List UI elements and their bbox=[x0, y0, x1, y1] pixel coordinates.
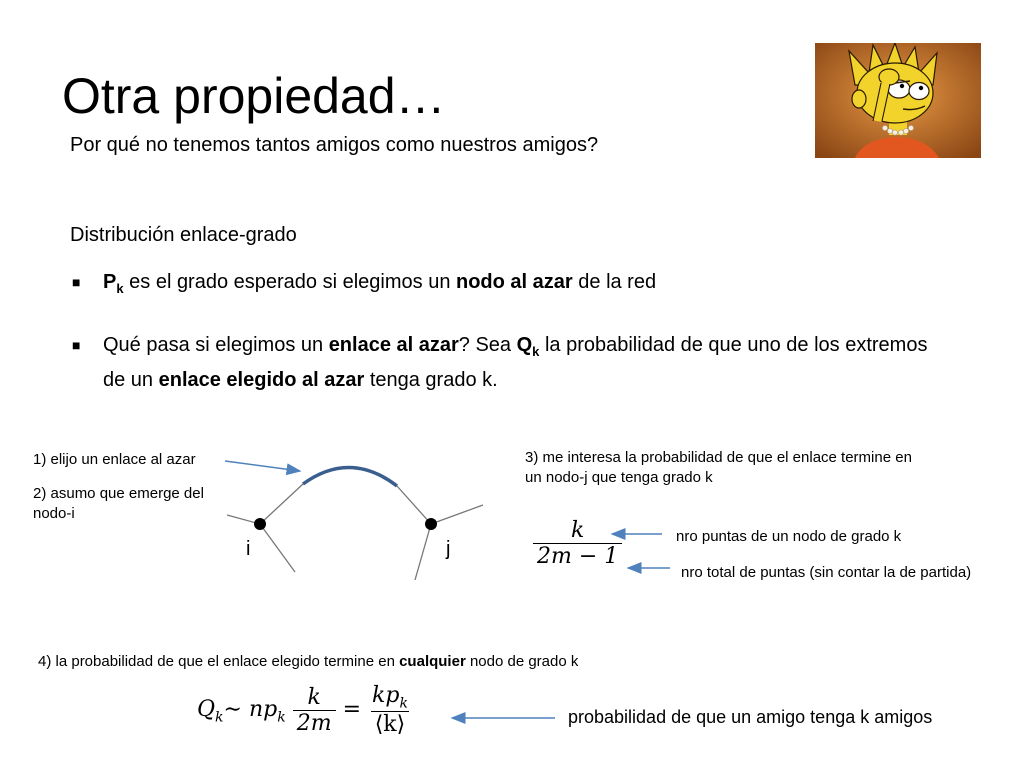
formula-np-sub: k bbox=[277, 709, 286, 726]
formula-fraction2-numerator: kp bbox=[372, 683, 400, 708]
bold-phrase: enlace al azar bbox=[328, 334, 459, 356]
formula-tilde: ∼ bbox=[223, 697, 249, 723]
step4-text-part: 4) la probabilidad de que el enlace elegido termine en bbox=[38, 653, 400, 670]
chosen-edge bbox=[303, 467, 397, 486]
bullet-text-part: Qué pasa si elegimos un bbox=[103, 334, 329, 356]
edge-i-up bbox=[260, 484, 303, 524]
edge-j-up bbox=[397, 486, 431, 524]
step4-bold: cualquier bbox=[399, 653, 466, 670]
p-symbol: P bbox=[103, 271, 117, 293]
denominator-note: nro total de puntas (sin contar la de partida) bbox=[681, 564, 972, 581]
bullet-square-icon: ■ bbox=[72, 337, 81, 353]
step1-arrow bbox=[225, 461, 300, 471]
formula-q: Q bbox=[197, 697, 216, 723]
formula-fraction2-denominator: ⟨k⟩ bbox=[371, 711, 410, 737]
fraction-denominator: 2m − 1 bbox=[533, 543, 622, 569]
fraction-numerator: k bbox=[570, 518, 585, 543]
bullet-text-part: tenga grado k. bbox=[364, 369, 498, 391]
bullet-text-part: ? Sea bbox=[458, 334, 517, 356]
slide-title: Otra propiedad… bbox=[62, 68, 446, 124]
node-i-label: i bbox=[246, 538, 251, 560]
fraction-k-over-2m-minus-1 bbox=[533, 518, 622, 569]
formula-equals: = bbox=[342, 697, 362, 723]
node-j-label: j bbox=[446, 538, 451, 560]
node-i bbox=[254, 518, 266, 530]
step2-label: 2) asumo que emerge del nodo-i bbox=[33, 485, 204, 522]
edge-i-down bbox=[260, 524, 295, 572]
bullet-text-part: de la red bbox=[572, 271, 657, 293]
node-j bbox=[425, 518, 437, 530]
formula-fraction2-numerator-sub: k bbox=[399, 695, 408, 712]
q-symbol: Q bbox=[516, 334, 533, 356]
step4-label bbox=[38, 652, 578, 672]
step1-label: 1) elijo un enlace al azar bbox=[33, 451, 196, 468]
formula-fraction1-denominator: 2m bbox=[293, 710, 336, 736]
section-heading: Distribución enlace-grado bbox=[70, 224, 297, 246]
formula-q-sub: k bbox=[215, 709, 224, 726]
bullet-text-part: la probabilidad de que uno de los extremos de un bbox=[103, 334, 928, 391]
step3-label: 3) me interesa la probabilidad de que el enlace termine en un nodo-j que tenga grado k bbox=[525, 449, 912, 486]
formula-note: probabilidad de que un amigo tenga k amigos bbox=[568, 707, 933, 727]
edge-j-right bbox=[431, 505, 483, 524]
formula-fraction1-numerator: k bbox=[307, 684, 321, 710]
step4-text-part: nodo de grado k bbox=[465, 653, 579, 670]
edge-j-down bbox=[415, 524, 431, 580]
bullet-square-icon: ■ bbox=[72, 274, 81, 290]
slide-subtitle: Por qué no tenemos tantos amigos como nuestros amigos? bbox=[70, 134, 599, 156]
q-subscript: k bbox=[532, 344, 540, 359]
link-degree-formula bbox=[197, 683, 412, 737]
p-subscript: k bbox=[116, 281, 124, 296]
bold-phrase: enlace elegido al azar bbox=[158, 369, 365, 391]
formula-np: np bbox=[248, 697, 278, 723]
bullet-text-part: es el grado esperado si elegimos un bbox=[123, 271, 456, 293]
bold-phrase: nodo al azar bbox=[456, 271, 573, 293]
numerator-note: nro puntas de un nodo de grado k bbox=[676, 528, 902, 545]
